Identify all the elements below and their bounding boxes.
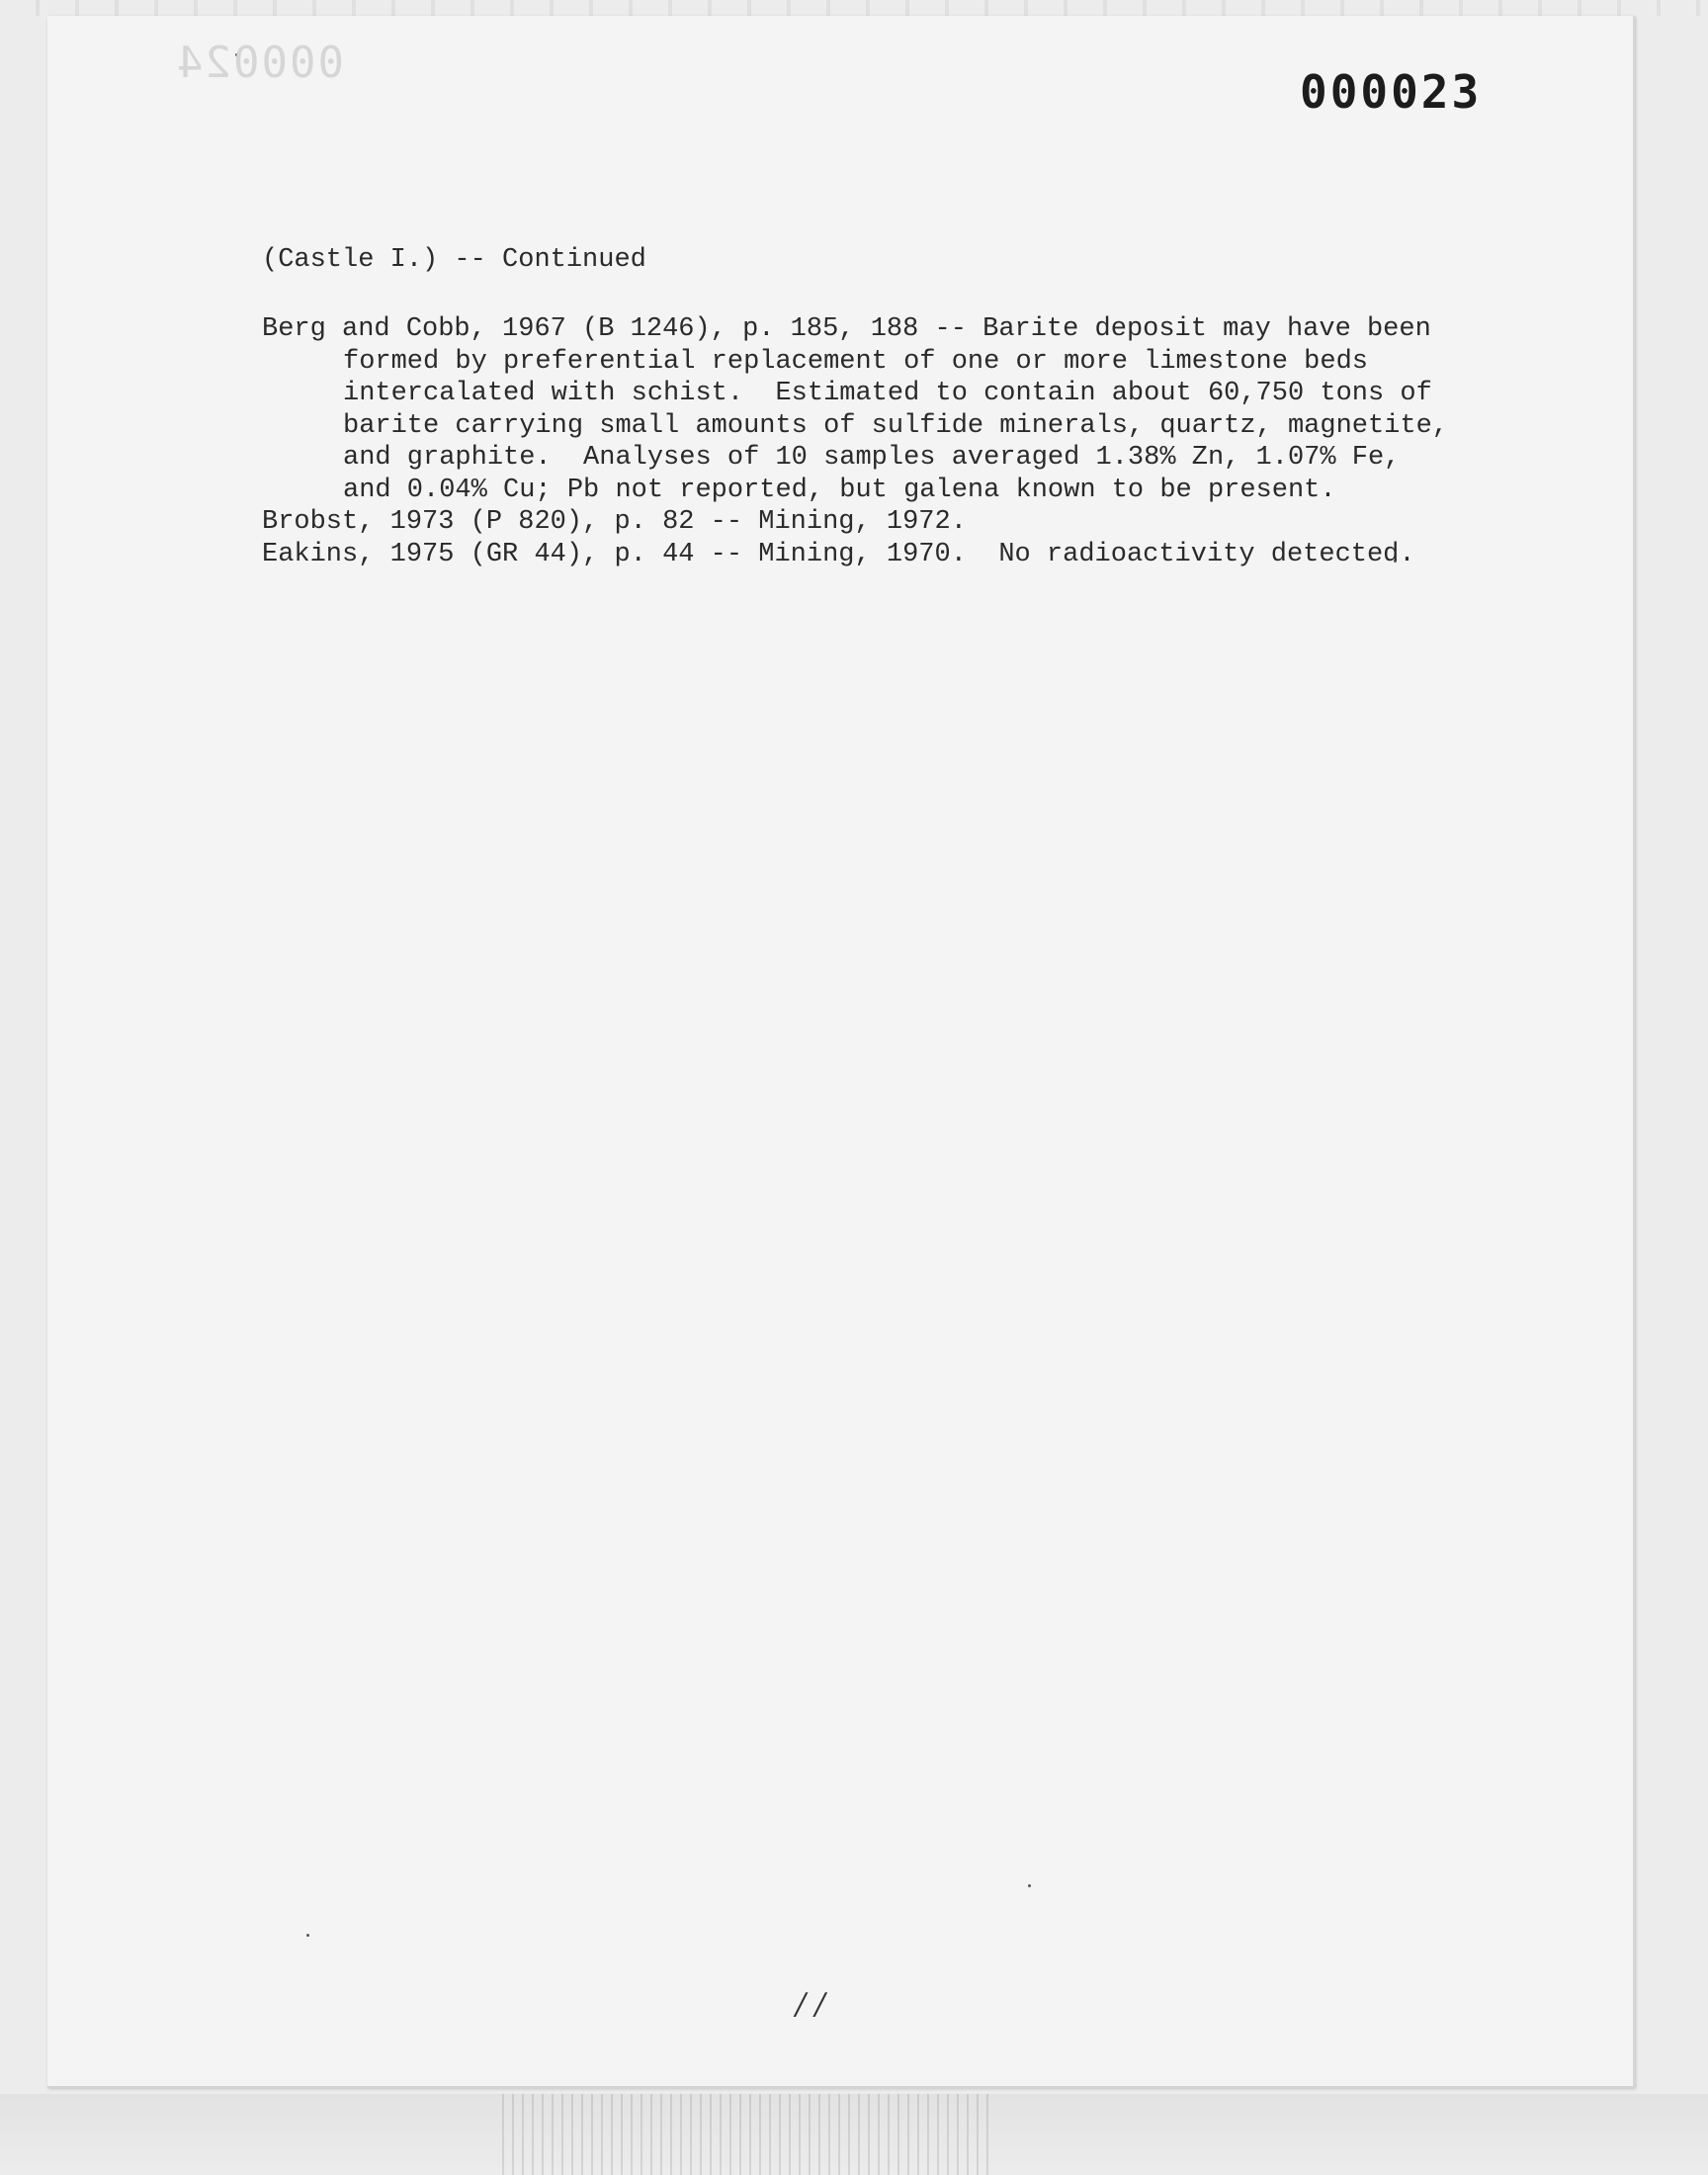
scanner-edge-bottom	[0, 2094, 1708, 2175]
folio-mark: / /	[796, 1987, 825, 2022]
scan-speck	[306, 1934, 309, 1937]
scanner-edge-top	[0, 0, 1708, 16]
reference-line: and graphite. Analyses of 10 samples averaged 1.38% Zn, 1.07% Fe,	[343, 443, 1401, 473]
reference-line: and 0.04% Cu; Pb not reported, but galena known to be present.	[343, 475, 1336, 505]
scan-speck	[1028, 1884, 1031, 1887]
reference-line: barite carrying small amounts of sulfide minerals, quartz, magnetite,	[343, 410, 1448, 441]
section-heading: (Castle I.) -- Continued	[262, 245, 646, 275]
reference-line: Eakins, 1975 (GR 44), p. 44 -- Mining, 1970. No radioactivity detected.	[262, 539, 1415, 569]
reference-entry	[262, 313, 1468, 506]
reference-entry	[262, 539, 1468, 571]
reference-list	[262, 313, 1468, 570]
scanner-calibration-bars	[494, 2094, 988, 2175]
reference-line: formed by preferential replacement of one or more limestone beds	[343, 346, 1368, 377]
reference-line: intercalated with schist. Estimated to contain about 60,750 tons of	[343, 379, 1432, 408]
reference-entry	[262, 506, 1468, 539]
reference-line: Berg and Cobb, 1967 (B 1246), p. 185, 188 -- Barite deposit may have been	[262, 314, 1431, 344]
bleed-through-page-number: 000024	[175, 38, 344, 88]
page-number: 000023	[1300, 65, 1483, 119]
reference-line: Brobst, 1973 (P 820), p. 82 -- Mining, 1972.	[262, 507, 967, 537]
